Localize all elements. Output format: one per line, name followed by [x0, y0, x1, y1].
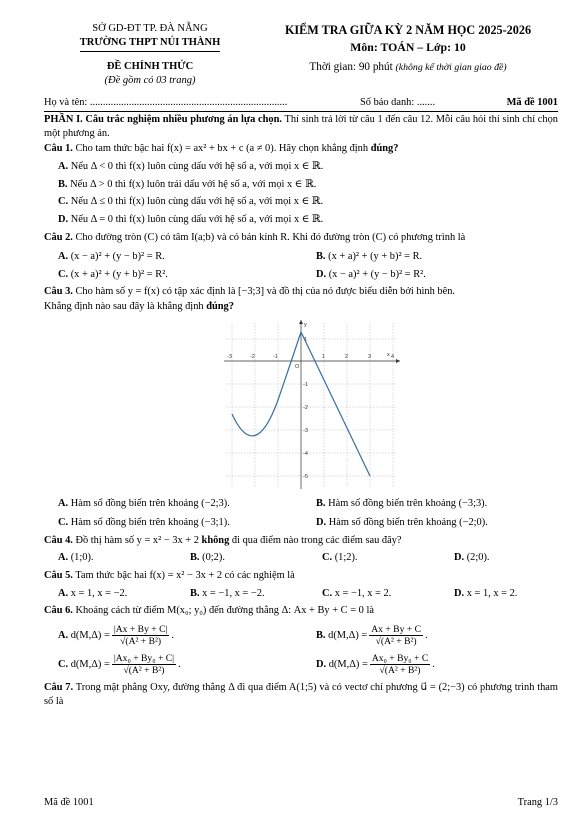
y-axis-label: y: [304, 322, 307, 329]
x-axis-arrow: [396, 359, 400, 363]
question-6: Câu 6. Khoảng cách từ điểm M(x₀; y₀) đến đường thẳng Δ: Ax + By + C = 0 là: [44, 605, 374, 617]
origin-label: O: [295, 364, 300, 371]
candidate-info-line: [44, 96, 558, 112]
q2-option-c: C. (x + a)² + (y + b)² = R².: [58, 269, 168, 281]
time-line: Thời gian: 90 phút (không kể thời gian giao đề): [309, 60, 507, 73]
footer-page-number: Trang 1/3: [517, 797, 558, 808]
y-tick-label: -4: [303, 451, 308, 458]
x-tick-label: -2: [250, 354, 255, 361]
x-tick-label: 2: [345, 354, 349, 361]
q3-option-a: A. Hàm số đồng biến trên khoảng (−2;3).: [58, 498, 230, 510]
x-tick-label: 1: [322, 354, 326, 361]
q3-options-row-2: [44, 516, 558, 530]
x-tick-label: -3: [227, 354, 232, 361]
q1-option-d: D. Nếu Δ = 0 thì f(x) luôn cùng dấu với hệ số a, với mọi x ∈ ℝ.: [58, 214, 324, 226]
name-field: Họ và tên: ............................................................................: [44, 97, 288, 108]
q6-option-b: B. d(M,Δ) = $\frac{Ax + By + C}{\text{√(A² + B²)}}$ .: [316, 624, 428, 648]
y-tick-label: 1: [304, 337, 308, 344]
exam-title-block: [258, 22, 558, 94]
q6-option-c: C. d(M,Δ) = $\frac{\text{|Ax₀ + By₀ + C|}}{\text{√(A² + B²)}}$ .: [58, 653, 181, 677]
formula-fraction: $\frac{Ax + By + C}{\text{√(A² + B²)}}$: [371, 624, 421, 648]
x-axis-label: x: [387, 352, 390, 359]
q4-option-d: D. (2;0).: [454, 552, 490, 564]
q2-option-b: B. (x + a)² + (y + b)² = R.: [316, 250, 423, 262]
school-block: [44, 22, 256, 94]
y-tick-label: -5: [303, 474, 308, 481]
exam-title: KIỂM TRA GIỮA KỲ 2 NĂM HỌC 2025-2026: [284, 23, 532, 37]
q5-options: [44, 587, 558, 601]
page-footer: [44, 796, 558, 810]
q6-options-row-1: [44, 624, 558, 647]
x-tick-label: -1: [273, 354, 278, 361]
exam-code: Mã đề 1001: [506, 97, 558, 108]
question-2: Câu 2. Cho đường tròn (C) có tâm I(a;b) và có bán kính R. Khi đó đường tròn (C) có phương trình là: [44, 231, 466, 243]
q6-options-row-2: [44, 653, 558, 676]
q5-option-b: B. x = −1, x = −2.: [190, 587, 265, 599]
y-tick-label: -3: [303, 428, 308, 435]
q4-option-b: B. (0;2).: [190, 552, 225, 564]
y-tick-label: -1: [303, 382, 308, 389]
q3-options-row-1: [44, 497, 558, 511]
q4-option-a: A. (1;0).: [58, 552, 94, 564]
q2-options-row-1: [44, 250, 558, 264]
pages-note: (Đề gồm có 03 trang): [104, 74, 196, 86]
id-field: Số báo danh: .......: [360, 97, 436, 108]
official-label: ĐỀ CHÍNH THỨC: [106, 60, 194, 72]
subject-line: Môn: TOÁN – Lớp: 10: [350, 40, 466, 55]
q3-option-b: B. Hàm số đồng biến trên khoảng (−3;3).: [316, 498, 488, 510]
question-1: Câu 1. Cho tam thức bậc hai f(x) = ax² + bx + c (a ≠ 0). Hãy chọn khẳng định đúng?: [44, 143, 399, 155]
grid-lines: [226, 323, 396, 487]
q1-option-c: C. Nếu Δ ≤ 0 thì f(x) luôn cùng dấu với hệ số a, với mọi x ∈ ℝ.: [58, 196, 324, 208]
graph-svg: [216, 317, 406, 493]
time-note: (không kể thời gian giao đề): [395, 61, 507, 73]
question-3: Câu 3. Cho hàm số y = f(x) có tập xác định là [−3;3] và đồ thị của nó được biểu diễn bởi hình bên.: [44, 286, 456, 298]
exam-header: [44, 22, 558, 94]
q3-option-c: C. Hàm số đồng biến trên khoảng (−3;1).: [58, 516, 230, 528]
function-graph: [216, 317, 406, 493]
q5-option-d: D. x = 1, x = 2.: [454, 587, 518, 599]
q1-option-b: B. Nếu Δ > 0 thì f(x) luôn trái dấu với hệ số a, với mọi x ∈ ℝ.: [58, 178, 317, 190]
q2-option-a: A. (x − a)² + (y − b)² = R.: [58, 250, 165, 262]
department-name: SỞ GD-ĐT TP. ĐÀ NẴNG: [92, 23, 208, 34]
formula-fraction: $\frac{|Ax + By + C|}{\text{√(A² + B²)}}$: [113, 624, 168, 648]
x-tick-label: 4: [391, 354, 395, 361]
q4-options: [44, 551, 558, 565]
school-name: TRƯỜNG THPT NÚI THÀNH: [80, 36, 221, 52]
y-tick-label: -2: [303, 405, 308, 412]
q3-option-d: D. Hàm số đồng biến trên khoảng (−2;0).: [316, 516, 488, 528]
formula-fraction: $\frac{\text{|Ax₀ + By₀ + C|}}{\text{√(A² + B²)}}$: [113, 653, 175, 677]
question-5: Câu 5. Tam thức bậc hai f(x) = x² − 3x + 2 có các nghiệm là: [44, 569, 295, 581]
q4-option-c: C. (1;2).: [322, 552, 358, 564]
formula-fraction: $\frac{\text{Ax₀ + By₀ + C}}{\text{√(A² + B²)}}$: [371, 653, 429, 677]
q6-option-d: D. d(M,Δ) = $\frac{\text{Ax₀ + By₀ + C}}{\text{√(A² + B²)}}$ .: [316, 653, 435, 677]
question-3-line-2: Khẳng định nào sau đây là khẳng định đúng?: [44, 301, 234, 313]
footer-exam-code: Mã đề 1001: [44, 797, 94, 808]
q2-option-d: D. (x − a)² + (y − b)² = R².: [316, 269, 426, 281]
q2-options-row-2: [44, 268, 558, 282]
q1-option-a: A. Nếu Δ < 0 thì f(x) luôn cùng dấu với hệ số a, với mọi x ∈ ℝ.: [58, 160, 324, 172]
y-axis-arrow: [299, 320, 303, 324]
part1-heading: PHẦN I. Câu trắc nghiệm nhiều phương án lựa chọn. Thí sinh trả lời từ câu 1 đến câu 12. Mỗi câu hỏi thí sinh chỉ chọn một phương án.: [44, 114, 558, 139]
q5-option-a: A. x = 1, x = −2.: [58, 587, 128, 599]
q6-option-a: A. d(M,Δ) = $\frac{|Ax + By + C|}{\text{√(A² + B²)}}$ .: [58, 624, 174, 648]
question-7: Câu 7. Trong mặt phẳng Oxy, đường thẳng Δ đi qua điểm A(1;5) và có vectơ chỉ phương u⃗ = (2;−3) có phương trình tham số là: [44, 682, 558, 708]
x-tick-label: 3: [368, 354, 372, 361]
q5-option-c: C. x = −1, x = 2.: [322, 587, 392, 599]
question-4: Câu 4. Đồ thị hàm số y = x² − 3x + 2 không đi qua điểm nào trong các điểm sau đây?: [44, 534, 402, 546]
